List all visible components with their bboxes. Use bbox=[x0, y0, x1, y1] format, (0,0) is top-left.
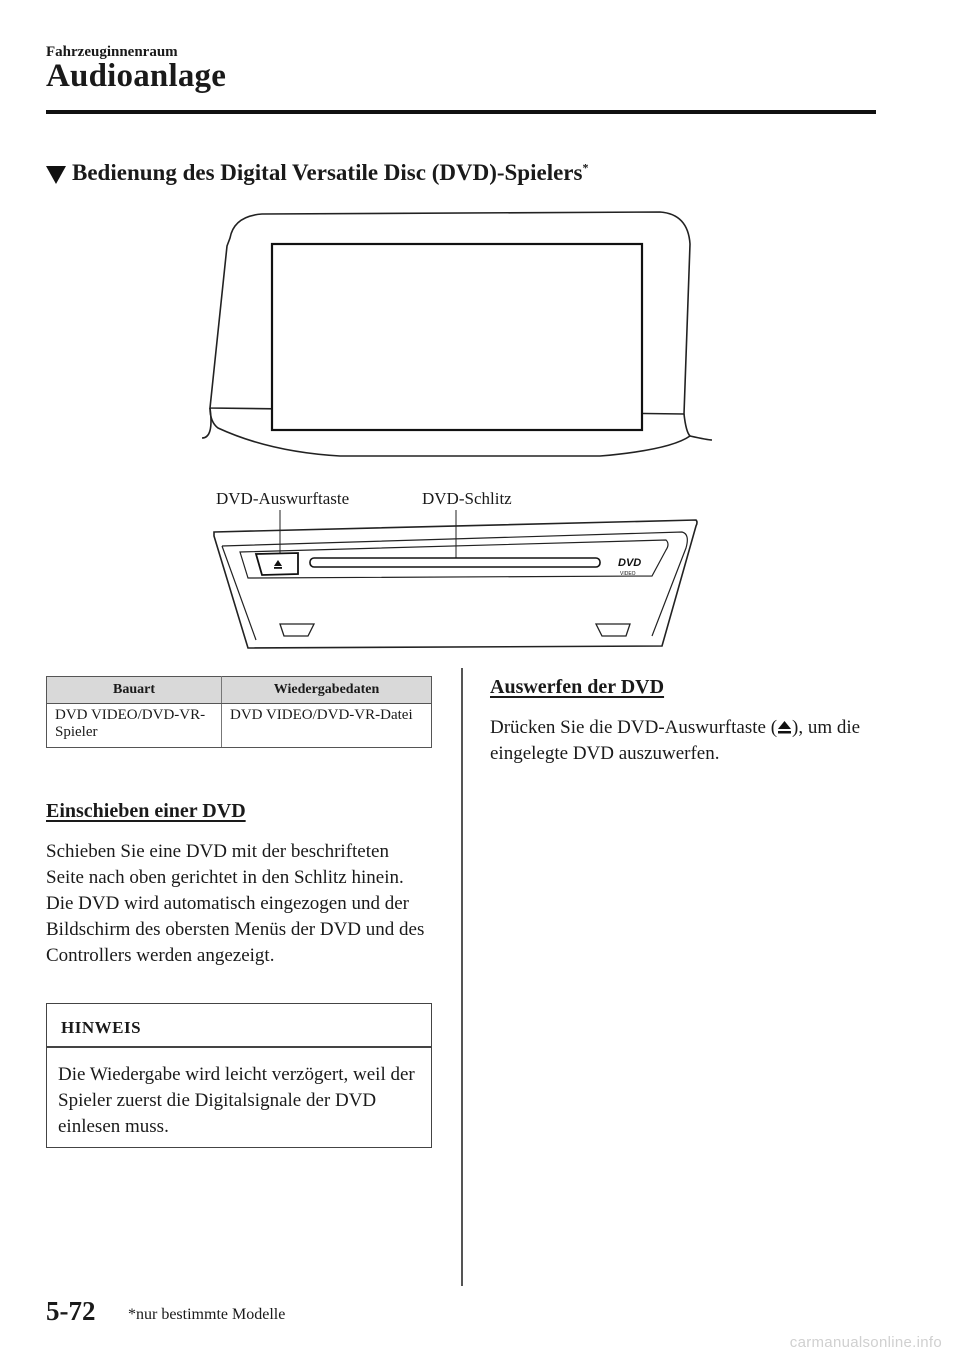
header-divider bbox=[46, 110, 876, 114]
footnote: *nur bestimmte Modelle bbox=[128, 1306, 286, 1323]
foot-right bbox=[596, 624, 630, 636]
header-wiedergabedaten: Wiedergabedaten bbox=[222, 677, 432, 704]
table-row bbox=[47, 704, 432, 748]
table-cell: DVD VIDEO/DVD-VR-Spieler bbox=[47, 704, 222, 748]
watermark: carmanualsonline.info bbox=[789, 1334, 942, 1351]
note-divider bbox=[47, 1046, 431, 1048]
insert-paragraph: Schieben Sie eine DVD mit der beschrifteten Seite nach oben gerichtet in den Schlitz hinein. Die DVD wird automatisch eingezogen und der Bildschirm des obersten Menüs der DVD und des Controllers werden angezeigt. bbox=[46, 841, 425, 966]
footnote-asterisk: * bbox=[582, 160, 589, 175]
header-bauart: Bauart bbox=[47, 677, 222, 704]
eject-text-before: Drücken Sie die DVD-Auswurftaste ( bbox=[490, 717, 778, 738]
eject-text-after: ), um die eingelegte DVD auszuwerfen. bbox=[490, 717, 861, 764]
note-box bbox=[46, 1003, 432, 1148]
main-heading-row bbox=[46, 160, 588, 186]
insert-heading: Einschieben einer DVD bbox=[46, 800, 246, 822]
column-divider bbox=[461, 668, 463, 1286]
page-number: 5-72 bbox=[46, 1296, 96, 1326]
main-heading-text: Bedienung des Digital Versatile Disc (DVD)-Spielers bbox=[72, 160, 583, 185]
main-heading bbox=[72, 160, 588, 186]
eject-paragraph bbox=[490, 715, 870, 767]
display-screen bbox=[272, 244, 642, 430]
dvd-player-illustration bbox=[200, 200, 730, 660]
chapter-title: Audioanlage bbox=[46, 58, 227, 94]
note-text: Die Wiedergabe wird leicht verzögert, weil der Spieler zuerst die Digitalsignale der DVD einlesen muss. bbox=[58, 1064, 415, 1137]
triangle-bullet-icon bbox=[46, 166, 66, 184]
section-label: Fahrzeuginnenraum bbox=[46, 44, 178, 60]
table-cell: DVD VIDEO/DVD-VR-Datei bbox=[222, 704, 432, 748]
label-dvd-slot: DVD-Schlitz bbox=[422, 489, 512, 508]
dvd-logo-subtext: VIDEO bbox=[620, 571, 636, 577]
note-title: HINWEIS bbox=[61, 1018, 142, 1037]
foot-left bbox=[280, 624, 314, 636]
table-header-row bbox=[47, 677, 432, 704]
disc-slot-icon bbox=[310, 558, 600, 567]
eject-icon bbox=[777, 719, 792, 735]
eject-heading: Auswerfen der DVD bbox=[490, 676, 665, 698]
spec-table bbox=[46, 676, 432, 748]
label-eject-button: DVD-Auswurftaste bbox=[216, 489, 350, 508]
dvd-logo-icon: DVD bbox=[618, 557, 642, 569]
